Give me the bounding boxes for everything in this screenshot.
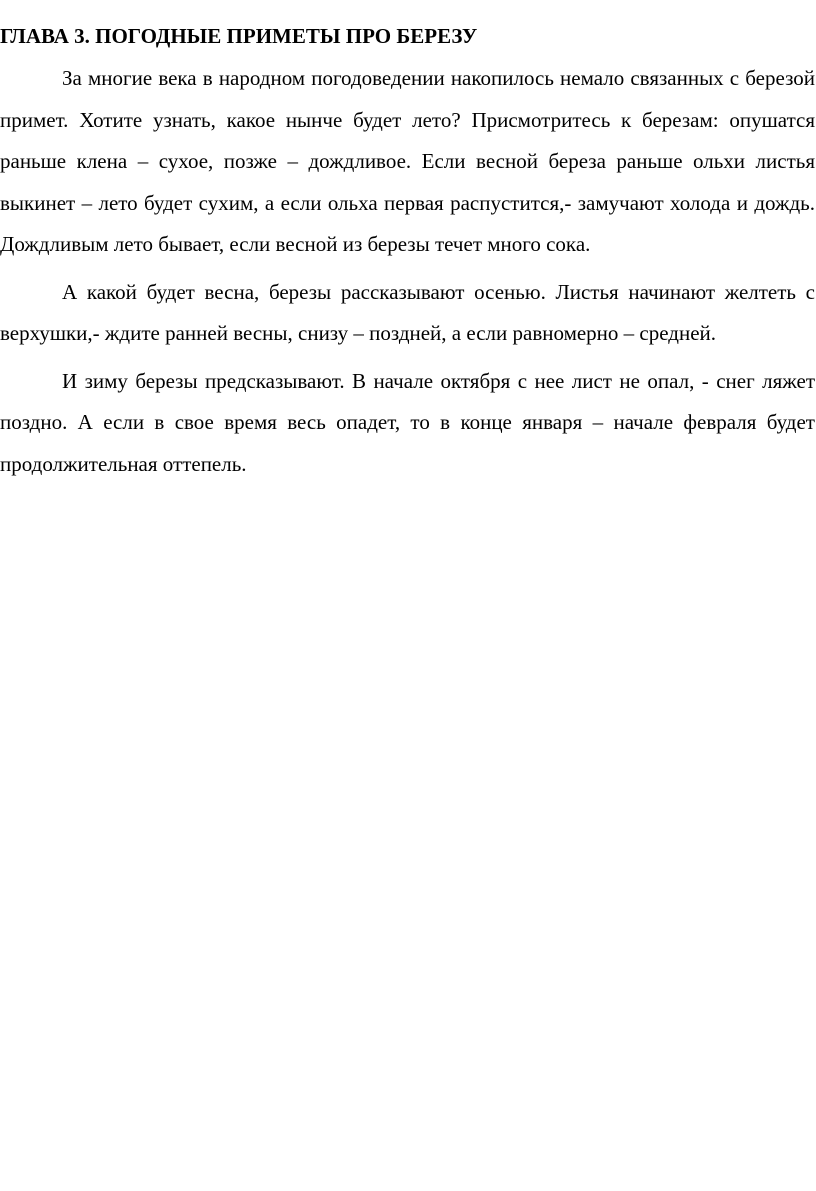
paragraph-winter-signs: И зиму березы предсказывают. В начале октября с нее лист не опал, - снег ляжет поздно. А если в свое время весь опадет, то в конце января – начале февраля будет продолжительная оттепель. [0,368,815,476]
document-page [0,14,816,485]
paragraph-summer-signs: За многие века в народном погодоведении накопилось немало связанных с березой примет. Хотите узнать, какое нынче будет лето? Присмотритесь к березам: опушатся раньше клена – сухое, позже – дождливое. Если весной береза раньше ольхи листья выкинет – лето будет сухим, а если ольха первая распустится,- замучают холода и дождь. Дождливым лето бывает, если весной из березы течет много сока. [0,66,815,256]
chapter-title: ГЛАВА 3. ПОГОДНЫЕ ПРИМЕТЫ ПРО БЕРЕЗУ [0,24,478,48]
paragraph-spring-signs: А какой будет весна, березы рассказывают осенью. Листья начинают желтеть с верхушки,- ждите ранней весны, снизу – поздней, а если равномерно – средней. [0,279,815,345]
